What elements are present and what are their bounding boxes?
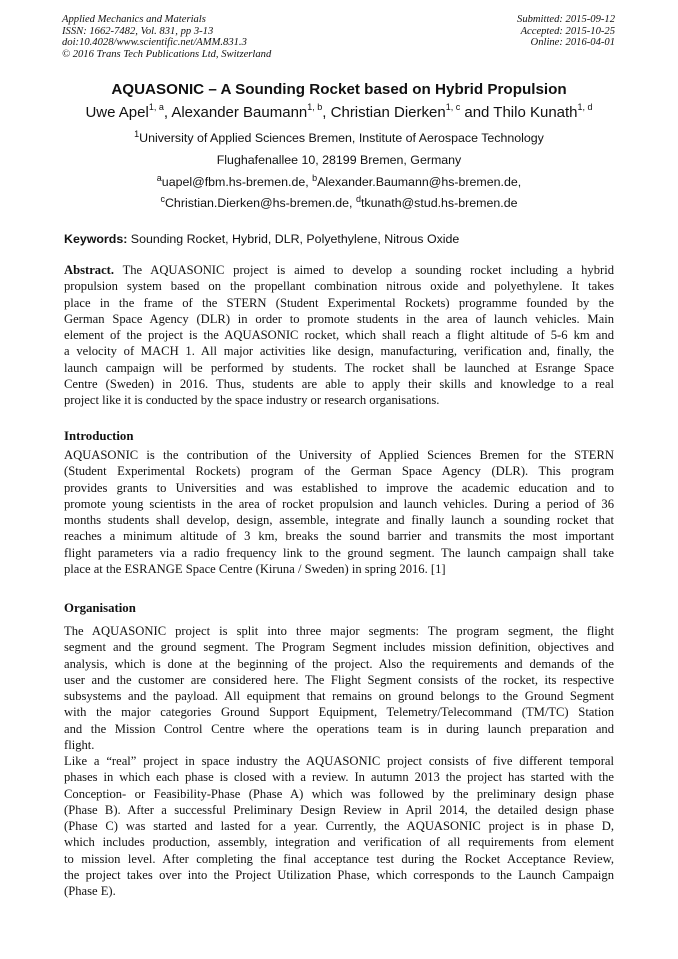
text-line: provides grants to Universities and was established to improve the academic education and to: [64, 480, 614, 495]
text-line: [64, 262, 614, 278]
affiliation-line-2: Flughafenallee 10, 28199 Bremen, Germany: [216, 153, 462, 167]
author: Uwe Apel: [85, 104, 149, 121]
separator: and: [460, 104, 494, 121]
section-heading-introduction: Introduction: [64, 429, 134, 443]
text-line: propulsion system based on the propellant combination nitrous oxide and polyethylene. It takes: [64, 279, 614, 294]
separator: ,: [163, 104, 172, 121]
text-line: The AQUASONIC project is split into three major segments: The program segment, the flight: [64, 624, 614, 638]
paper-title: AQUASONIC – A Sounding Rocket based on Hybrid Propulsion: [111, 81, 567, 98]
journal-name: Applied Mechanics and Materials: [62, 14, 206, 25]
text-line: reaches a minimum altitude of 3 km, breaks the sound barrier and transmits the most important: [64, 529, 614, 544]
text-line: user and the customer are considered here. The Flight Segment consists of the rocket, its respective: [64, 672, 614, 687]
text-line: phases in which each phase is closed with a review. In autumn 2013 the project has started with the: [64, 770, 614, 785]
email: uapel@fbm.hs-bremen.de,: [161, 175, 313, 189]
text-line: with the major categories Ground Support Equipment, Telemetry/Telecommand (TM/TC) Station: [64, 705, 614, 720]
text-line: (Phase E).: [64, 884, 116, 898]
keywords: [64, 232, 459, 246]
author-list: [0, 104, 678, 121]
author-sup: 1, c: [445, 102, 461, 112]
text-line: launch campaign will be performed by students. The rocket shall be launched at Esrange Space: [64, 360, 614, 375]
text-line: Like a “real” project in space industry the AQUASONIC project consists of five different temporal: [64, 754, 614, 768]
text-line: AQUASONIC is the contribution of the University of Applied Sciences Bremen for the STERN: [64, 448, 614, 462]
text-line: flight parameters via a radio frequency link to the ground segment. The launch campaign shall take: [64, 545, 614, 560]
text-line: place at the ESRANGE Space Centre (Kiruna / Sweden) in spring 2016. [1]: [64, 561, 446, 576]
affiliation-line-1: [0, 131, 678, 145]
text-line: segment and the ground segment. The Program Segment includes mission definition, objectives and: [64, 640, 614, 655]
abstract-label: Abstract.: [64, 263, 115, 277]
text-line: (Phase C) was started and lasted for a year. Currently, the AQUASONIC project is in phase D,: [64, 819, 614, 833]
text-line: (Phase B). After a successful Preliminary Design Review in April 2014, the detailed design phase: [64, 802, 614, 817]
emails-line-2: [0, 196, 678, 210]
text-line: (Student Experimental Rockets) program of the German Space Agency (DLR). This program: [64, 464, 614, 479]
text-line: to mission level. After completing the final acceptance test during the Rocket Acceptance Review,: [64, 851, 614, 866]
abstract: [64, 262, 614, 408]
text-span: The AQUASONIC project is aimed to develop a sounding rocket including a hybrid: [114, 263, 614, 277]
separator: ,: [322, 104, 331, 121]
text-line: which includes production, assembly, integration and verification of all requirements from element: [64, 835, 614, 850]
text-line: and the Mission Control Centre where the operations team is in during launch preparation and: [64, 721, 614, 736]
text-line: a velocity of MACH 1. All major activities like design, manufacturing, verification and, finally, the: [64, 344, 614, 359]
email: Alexander.Baumann@hs-bremen.de,: [317, 175, 522, 189]
text-line: months students shall develop, design, assemble, integrate and finally launch a sounding rocket that: [64, 513, 614, 527]
email-sup: d: [355, 194, 361, 204]
submitted-date: Submitted: 2015-09-12: [517, 14, 615, 25]
section-heading-organisation: Organisation: [64, 601, 136, 615]
text-line: flight.: [64, 737, 95, 752]
keywords-text: Sounding Rocket, Hybrid, DLR, Polyethylene, Nitrous Oxide: [127, 232, 460, 246]
keywords-label: Keywords:: [64, 232, 128, 246]
text-line: element of the project is the AQUASONIC rocket, which shall reach a flight altitude of 5-6 km and: [64, 328, 614, 342]
organisation-paragraph-1: [64, 623, 614, 753]
affiliation-text: University of Applied Sciences Bremen, Institute of Aerospace Technology: [139, 131, 544, 145]
author-sup: 1, d: [577, 102, 593, 112]
text-line: the project takes over into the Project Utilization Phase, which corresponds to the Launch Campaign: [64, 867, 614, 882]
email: tkunath@stud.hs-bremen.de: [360, 196, 518, 210]
organisation-paragraph-2: [64, 753, 614, 899]
text-line: promote young scientists in the area of rocket propulsion and launch vehicles. During a period of 36: [64, 496, 614, 511]
accepted-date: Accepted: 2015-10-25: [520, 25, 615, 37]
affiliation-sup: 1: [134, 129, 140, 139]
doi: doi:10.4028/www.scientific.net/AMM.831.3: [62, 37, 247, 49]
text-line: analysis, which is done at the beginning of the project. Also the requirements and demands of the: [64, 656, 614, 671]
text-line: Centre (Sweden) in 2016. Thus, students are able to apply their skills and knowledge to a real: [64, 376, 614, 391]
introduction-paragraph: [64, 447, 614, 577]
emails-line-1: [0, 175, 678, 189]
author-sup: 1, b: [307, 102, 323, 112]
text-line: project like it is conducted by the space industry or research organisations.: [64, 393, 440, 407]
online-date: Online: 2016-04-01: [530, 37, 615, 49]
email: Christian.Dierken@hs-bremen.de,: [164, 196, 356, 210]
text-line: place in the frame of the STERN (Student Experimental Rockets) programme founded by the: [64, 295, 614, 310]
journal-info: [62, 14, 271, 60]
email-sup: b: [312, 173, 318, 183]
author: Alexander Baumann: [171, 104, 308, 121]
author: Thilo Kunath: [493, 104, 578, 121]
text-line: Conception- or Feasibility-Phase (Phase A) which was followed by the preliminary design phase: [64, 786, 614, 801]
copyright: © 2016 Trans Tech Publications Ltd, Switzerland: [62, 48, 272, 60]
author-sup: 1, a: [148, 102, 164, 112]
text-line: subsystems and the payload. All equipment that remains on ground belongs to the Ground Segment: [64, 689, 614, 703]
author: Christian Dierken: [330, 104, 446, 121]
text-line: German Space Agency (DLR) in order to promote students in the area of launch vehicles. Main: [64, 311, 614, 326]
email-sup: c: [160, 194, 165, 204]
email-sup: a: [156, 173, 162, 183]
submission-dates: [517, 14, 615, 49]
issn: ISSN: 1662-7482, Vol. 831, pp 3-13: [62, 25, 214, 37]
